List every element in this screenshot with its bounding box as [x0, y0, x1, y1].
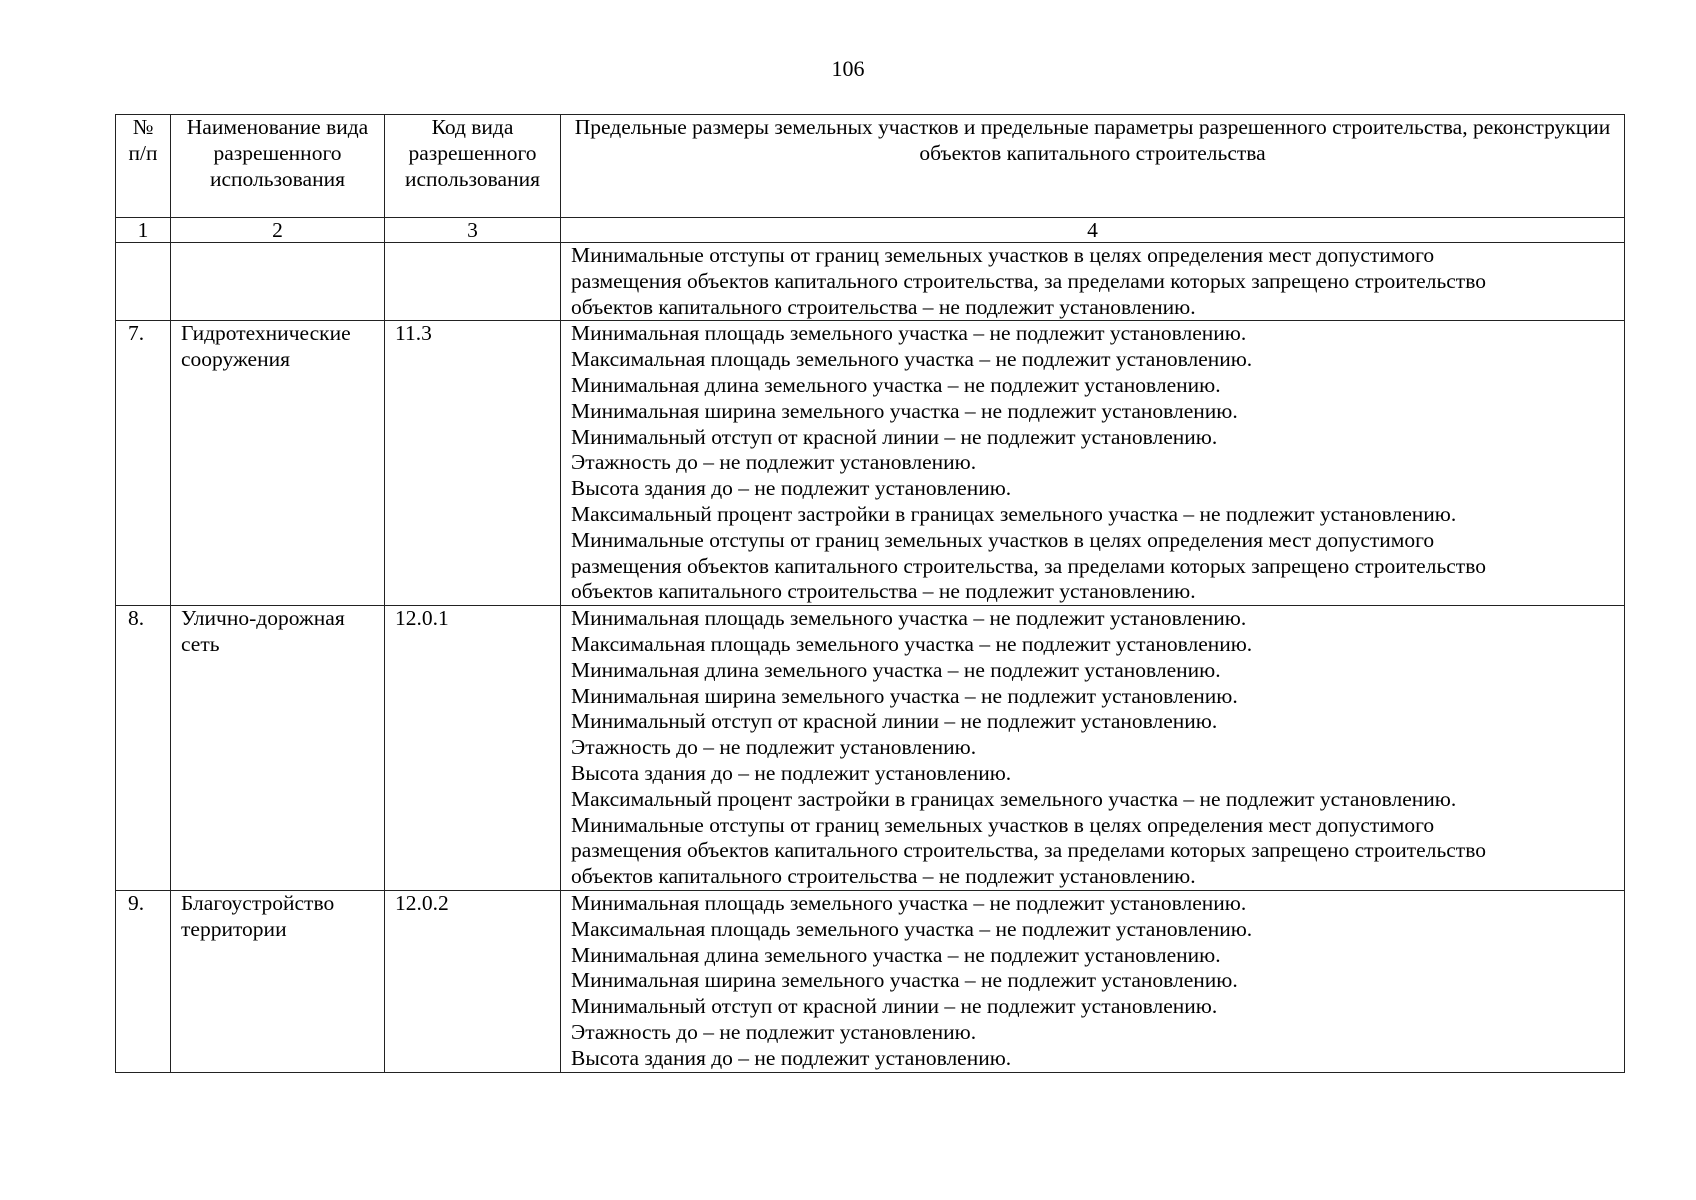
regulations-table: [115, 114, 1625, 1073]
parameter-line: Максимальная площадь земельного участка – не подлежит установлению.: [571, 347, 1253, 372]
column-number-1: 1: [116, 218, 171, 243]
parameter-line: объектов капитального строительства – не подлежит установлению.: [571, 579, 1196, 604]
header-use-name: Наименование вида разрешенного использования: [171, 115, 385, 218]
parameter-line: Минимальная площадь земельного участка – не подлежит установлению.: [571, 890, 1247, 915]
use-name: Гидротехнические сооружения: [171, 321, 385, 606]
row-number: 8.: [116, 606, 171, 891]
use-name: [171, 243, 385, 321]
table-row: [116, 606, 1625, 891]
header-parameters: Предельные размеры земельных участков и предельные параметры разрешенного строительства, реконструкции объектов капитального строительства: [561, 115, 1625, 218]
table-row: [116, 321, 1625, 606]
table-body: [116, 243, 1625, 1073]
column-number-2: 2: [171, 218, 385, 243]
parameter-line: объектов капитального строительства – не подлежит установлению.: [571, 294, 1196, 319]
parameter-line: Максимальная площадь земельного участка – не подлежит установлению.: [571, 631, 1253, 656]
row-number: 9.: [116, 890, 171, 1072]
parameter-line: Максимальная площадь земельного участка – не подлежит установлению.: [571, 916, 1253, 941]
column-number-3: 3: [385, 218, 561, 243]
parameters-cell: [561, 890, 1625, 1072]
use-code: [385, 243, 561, 321]
use-name: Благоустройство территории: [171, 890, 385, 1072]
row-number: [116, 243, 171, 321]
parameter-line: Этажность до – не подлежит установлению.: [571, 450, 977, 475]
parameter-line: Минимальная площадь земельного участка – не подлежит установлению.: [571, 321, 1247, 346]
table-row: [116, 243, 1625, 321]
parameter-line: Высота здания до – не подлежит установлению.: [571, 760, 1012, 785]
table-row: [116, 890, 1625, 1072]
parameters-cell: [561, 243, 1625, 321]
header-use-code: Код вида разрешенного использования: [385, 115, 561, 218]
parameters-cell: [561, 321, 1625, 606]
use-name: Улично-дорожная сеть: [171, 606, 385, 891]
page-number: 106: [831, 56, 865, 81]
parameter-line: Минимальная ширина земельного участка – не подлежит установлению.: [571, 968, 1238, 993]
header-number: № п/п: [116, 115, 171, 218]
parameter-line: Минимальные отступы от границ земельных участков в целях определения мест допустимого: [571, 527, 1435, 552]
parameter-line: Высота здания до – не подлежит установлению.: [571, 1045, 1012, 1070]
use-code: 12.0.1: [385, 606, 561, 891]
row-number: 7.: [116, 321, 171, 606]
parameter-line: Минимальная ширина земельного участка – не подлежит установлению.: [571, 683, 1238, 708]
parameter-line: Минимальная ширина земельного участка – не подлежит установлению.: [571, 398, 1238, 423]
parameter-line: Минимальная длина земельного участка – не подлежит установлению.: [571, 657, 1221, 682]
parameters-cell: [561, 606, 1625, 891]
parameter-line: Минимальная площадь земельного участка – не подлежит установлению.: [571, 606, 1247, 631]
parameter-line: Минимальные отступы от границ земельных участков в целях определения мест допустимого: [571, 243, 1435, 267]
column-numbers-row: [116, 218, 1625, 243]
parameter-line: Минимальный отступ от красной линии – не подлежит установлению.: [571, 709, 1218, 734]
column-number-4: 4: [561, 218, 1625, 243]
parameter-line: Минимальный отступ от красной линии – не подлежит установлению.: [571, 424, 1218, 449]
parameter-line: размещения объектов капитального строительства, за пределами которых запрещено строительство: [571, 553, 1486, 578]
parameter-line: размещения объектов капитального строительства, за пределами которых запрещено строительство: [571, 268, 1486, 293]
parameter-line: Минимальная длина земельного участка – не подлежит установлению.: [571, 372, 1221, 397]
parameter-line: Высота здания до – не подлежит установлению.: [571, 476, 1012, 501]
parameter-line: Максимальный процент застройки в границах земельного участка – не подлежит установлению.: [571, 501, 1457, 526]
parameter-line: объектов капитального строительства – не подлежит установлению.: [571, 864, 1196, 889]
use-code: 12.0.2: [385, 890, 561, 1072]
use-code: 11.3: [385, 321, 561, 606]
parameter-line: Минимальный отступ от красной линии – не подлежит установлению.: [571, 994, 1218, 1019]
parameter-line: Максимальный процент застройки в границах земельного участка – не подлежит установлению.: [571, 786, 1457, 811]
parameter-line: Этажность до – не подлежит установлению.: [571, 735, 977, 760]
parameter-line: Минимальные отступы от границ земельных участков в целях определения мест допустимого: [571, 812, 1435, 837]
parameter-line: Этажность до – не подлежит установлению.: [571, 1019, 977, 1044]
parameter-line: размещения объектов капитального строительства, за пределами которых запрещено строительство: [571, 838, 1486, 863]
parameter-line: Минимальная длина земельного участка – не подлежит установлению.: [571, 942, 1221, 967]
table-header-row: [116, 115, 1625, 218]
